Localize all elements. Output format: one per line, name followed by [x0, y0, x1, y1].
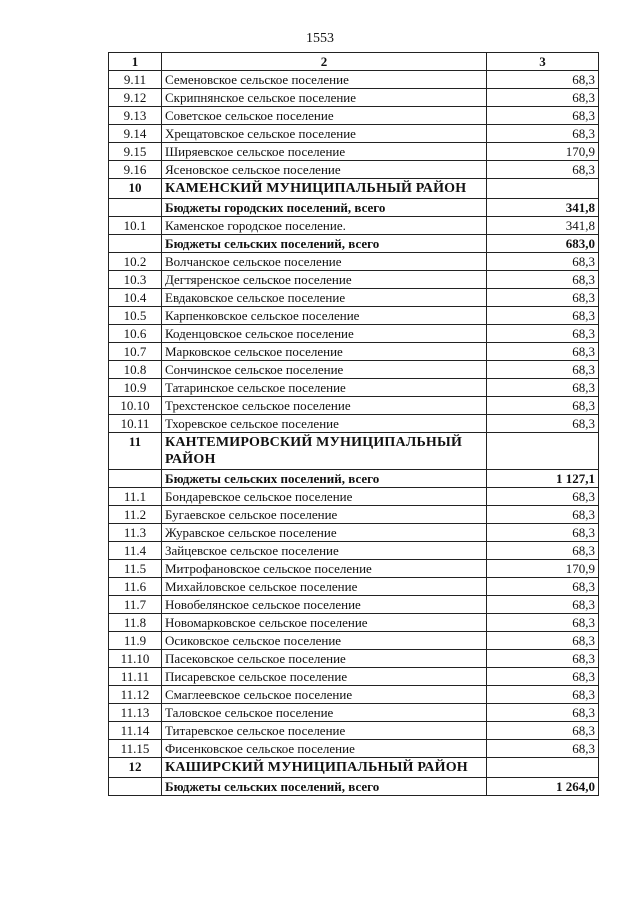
column-header-2: 2	[162, 53, 487, 71]
row-name-cell: Трехстенское сельское поселение	[162, 397, 487, 415]
row-number-cell: 11.1	[109, 488, 162, 506]
row-name-cell: Новобелянское сельское поселение	[162, 596, 487, 614]
table-row	[109, 596, 599, 614]
row-value-cell: 68,3	[487, 415, 599, 433]
row-value-cell: 1 127,1	[487, 470, 599, 488]
row-name-cell: Семеновское сельское поселение	[162, 71, 487, 89]
table-row	[109, 107, 599, 125]
table-row	[109, 578, 599, 596]
row-name-cell: Бюджеты сельских поселений, всего	[162, 235, 487, 253]
subtotal-row	[109, 235, 599, 253]
row-name-cell: КАМЕНСКИЙ МУНИЦИПАЛЬНЫЙ РАЙОН	[162, 179, 487, 199]
table-row	[109, 161, 599, 179]
row-value-cell: 68,3	[487, 271, 599, 289]
row-number-cell: 11.12	[109, 686, 162, 704]
row-number-cell: 10.5	[109, 307, 162, 325]
table-row	[109, 542, 599, 560]
row-number-cell	[109, 199, 162, 217]
table-row	[109, 560, 599, 578]
row-value-cell: 68,3	[487, 343, 599, 361]
row-number-cell: 10.7	[109, 343, 162, 361]
row-name-cell: Евдаковское сельское поселение	[162, 289, 487, 307]
row-name-cell: Титаревское сельское поселение	[162, 722, 487, 740]
table-row	[109, 271, 599, 289]
row-number-cell: 11.8	[109, 614, 162, 632]
row-number-cell: 11.5	[109, 560, 162, 578]
row-name-cell: Бугаевское сельское поселение	[162, 506, 487, 524]
row-number-cell: 10.4	[109, 289, 162, 307]
page-number: 1553	[306, 31, 334, 46]
row-number-cell: 9.15	[109, 143, 162, 161]
table-row	[109, 343, 599, 361]
district-row	[109, 433, 599, 470]
row-number-cell: 11.7	[109, 596, 162, 614]
table-row	[109, 722, 599, 740]
row-name-cell: Михайловское сельское поселение	[162, 578, 487, 596]
table-row	[109, 415, 599, 433]
row-name-cell: Осиковское сельское поселение	[162, 632, 487, 650]
row-value-cell: 170,9	[487, 143, 599, 161]
row-value-cell: 68,3	[487, 397, 599, 415]
row-number-cell: 10	[109, 179, 162, 199]
table-row	[109, 686, 599, 704]
table-row	[109, 89, 599, 107]
table-row	[109, 125, 599, 143]
row-name-cell: Бюджеты сельских поселений, всего	[162, 470, 487, 488]
row-number-cell: 10.1	[109, 217, 162, 235]
row-name-cell: Новомарковское сельское поселение	[162, 614, 487, 632]
table-row	[109, 289, 599, 307]
row-name-cell: Журавское сельское поселение	[162, 524, 487, 542]
row-name-cell: Марковское сельское поселение	[162, 343, 487, 361]
row-name-cell: Митрофановское сельское поселение	[162, 560, 487, 578]
row-name-cell: Скрипнянское сельское поселение	[162, 89, 487, 107]
row-value-cell: 68,3	[487, 125, 599, 143]
row-value-cell: 68,3	[487, 632, 599, 650]
row-value-cell: 68,3	[487, 379, 599, 397]
table-row	[109, 650, 599, 668]
table-row	[109, 217, 599, 235]
row-value-cell	[487, 179, 599, 199]
row-number-cell: 11.9	[109, 632, 162, 650]
row-number-cell	[109, 470, 162, 488]
row-name-cell: Дегтяренское сельское поселение	[162, 271, 487, 289]
table-header-row	[109, 53, 599, 71]
row-value-cell: 68,3	[487, 650, 599, 668]
row-name-cell: Пасековское сельское поселение	[162, 650, 487, 668]
row-name-cell: Зайцевское сельское поселение	[162, 542, 487, 560]
row-number-cell: 10.9	[109, 379, 162, 397]
table-row	[109, 397, 599, 415]
subtotal-row	[109, 470, 599, 488]
row-value-cell: 68,3	[487, 361, 599, 379]
row-number-cell: 12	[109, 758, 162, 778]
row-number-cell: 9.13	[109, 107, 162, 125]
row-name-cell: Писаревское сельское поселение	[162, 668, 487, 686]
row-number-cell	[109, 235, 162, 253]
subtotal-row	[109, 778, 599, 796]
subtotal-row	[109, 199, 599, 217]
row-name-cell: Таловское сельское поселение	[162, 704, 487, 722]
row-value-cell: 68,3	[487, 668, 599, 686]
row-value-cell: 68,3	[487, 488, 599, 506]
row-number-cell: 11.2	[109, 506, 162, 524]
table-row	[109, 253, 599, 271]
row-number-cell: 10.6	[109, 325, 162, 343]
row-name-cell: Карпенковское сельское поселение	[162, 307, 487, 325]
table-row	[109, 307, 599, 325]
row-value-cell: 68,3	[487, 161, 599, 179]
table-row	[109, 668, 599, 686]
row-number-cell: 11.13	[109, 704, 162, 722]
table-row	[109, 704, 599, 722]
table-row	[109, 361, 599, 379]
row-name-cell: Фисенковское сельское поселение	[162, 740, 487, 758]
row-value-cell: 1 264,0	[487, 778, 599, 796]
row-name-cell: Советское сельское поселение	[162, 107, 487, 125]
row-number-cell: 10.11	[109, 415, 162, 433]
row-number-cell: 11	[109, 433, 162, 470]
district-row	[109, 758, 599, 778]
row-number-cell: 10.8	[109, 361, 162, 379]
row-name-cell: Коденцовское сельское поселение	[162, 325, 487, 343]
table-row	[109, 379, 599, 397]
row-value-cell: 68,3	[487, 596, 599, 614]
row-number-cell: 9.16	[109, 161, 162, 179]
table-row	[109, 740, 599, 758]
row-number-cell: 11.11	[109, 668, 162, 686]
row-number-cell: 11.14	[109, 722, 162, 740]
row-value-cell: 68,3	[487, 740, 599, 758]
table-row	[109, 632, 599, 650]
budget-table	[108, 52, 599, 796]
column-header-1: 1	[109, 53, 162, 71]
row-name-cell: Ширяевское сельское поселение	[162, 143, 487, 161]
row-value-cell	[487, 433, 599, 470]
column-header-3: 3	[487, 53, 599, 71]
row-value-cell: 341,8	[487, 199, 599, 217]
row-value-cell	[487, 758, 599, 778]
row-value-cell: 341,8	[487, 217, 599, 235]
table-row	[109, 614, 599, 632]
row-value-cell: 68,3	[487, 722, 599, 740]
row-value-cell: 68,3	[487, 578, 599, 596]
row-name-cell: Сончинское сельское поселение	[162, 361, 487, 379]
row-number-cell: 10.2	[109, 253, 162, 271]
row-value-cell: 68,3	[487, 506, 599, 524]
row-value-cell: 68,3	[487, 325, 599, 343]
row-name-cell: Ясеновское сельское поселение	[162, 161, 487, 179]
table-row	[109, 325, 599, 343]
row-number-cell: 11.10	[109, 650, 162, 668]
row-name-cell: КАНТЕМИРОВСКИЙ МУНИЦИПАЛЬНЫЙ РАЙОН	[162, 433, 487, 470]
row-number-cell: 11.3	[109, 524, 162, 542]
row-number-cell: 11.4	[109, 542, 162, 560]
row-value-cell: 170,9	[487, 560, 599, 578]
row-number-cell: 11.15	[109, 740, 162, 758]
district-row	[109, 179, 599, 199]
row-value-cell: 68,3	[487, 289, 599, 307]
row-name-cell: Хрещатовское сельское поселение	[162, 125, 487, 143]
row-name-cell: Бюджеты сельских поселений, всего	[162, 778, 487, 796]
row-number-cell: 10.3	[109, 271, 162, 289]
row-value-cell: 68,3	[487, 542, 599, 560]
row-name-cell: Смаглеевское сельское поселение	[162, 686, 487, 704]
row-value-cell: 68,3	[487, 307, 599, 325]
row-value-cell: 68,3	[487, 524, 599, 542]
table-row	[109, 524, 599, 542]
row-number-cell: 9.14	[109, 125, 162, 143]
table-row	[109, 71, 599, 89]
row-name-cell: КАШИРСКИЙ МУНИЦИПАЛЬНЫЙ РАЙОН	[162, 758, 487, 778]
row-value-cell: 68,3	[487, 107, 599, 125]
row-number-cell	[109, 778, 162, 796]
row-number-cell: 9.11	[109, 71, 162, 89]
row-name-cell: Каменское городское поселение.	[162, 217, 487, 235]
row-number-cell: 10.10	[109, 397, 162, 415]
table-body	[109, 71, 599, 796]
table-row	[109, 488, 599, 506]
row-value-cell: 68,3	[487, 253, 599, 271]
row-name-cell: Волчанское сельское поселение	[162, 253, 487, 271]
row-name-cell: Бюджеты городских поселений, всего	[162, 199, 487, 217]
row-number-cell: 9.12	[109, 89, 162, 107]
row-number-cell: 11.6	[109, 578, 162, 596]
row-value-cell: 68,3	[487, 686, 599, 704]
table-row	[109, 143, 599, 161]
row-value-cell: 683,0	[487, 235, 599, 253]
row-name-cell: Бондаревское сельское поселение	[162, 488, 487, 506]
row-value-cell: 68,3	[487, 704, 599, 722]
table-row	[109, 506, 599, 524]
row-name-cell: Татаринское сельское поселение	[162, 379, 487, 397]
row-value-cell: 68,3	[487, 89, 599, 107]
row-name-cell: Тхоревское сельское поселение	[162, 415, 487, 433]
row-value-cell: 68,3	[487, 614, 599, 632]
row-value-cell: 68,3	[487, 71, 599, 89]
